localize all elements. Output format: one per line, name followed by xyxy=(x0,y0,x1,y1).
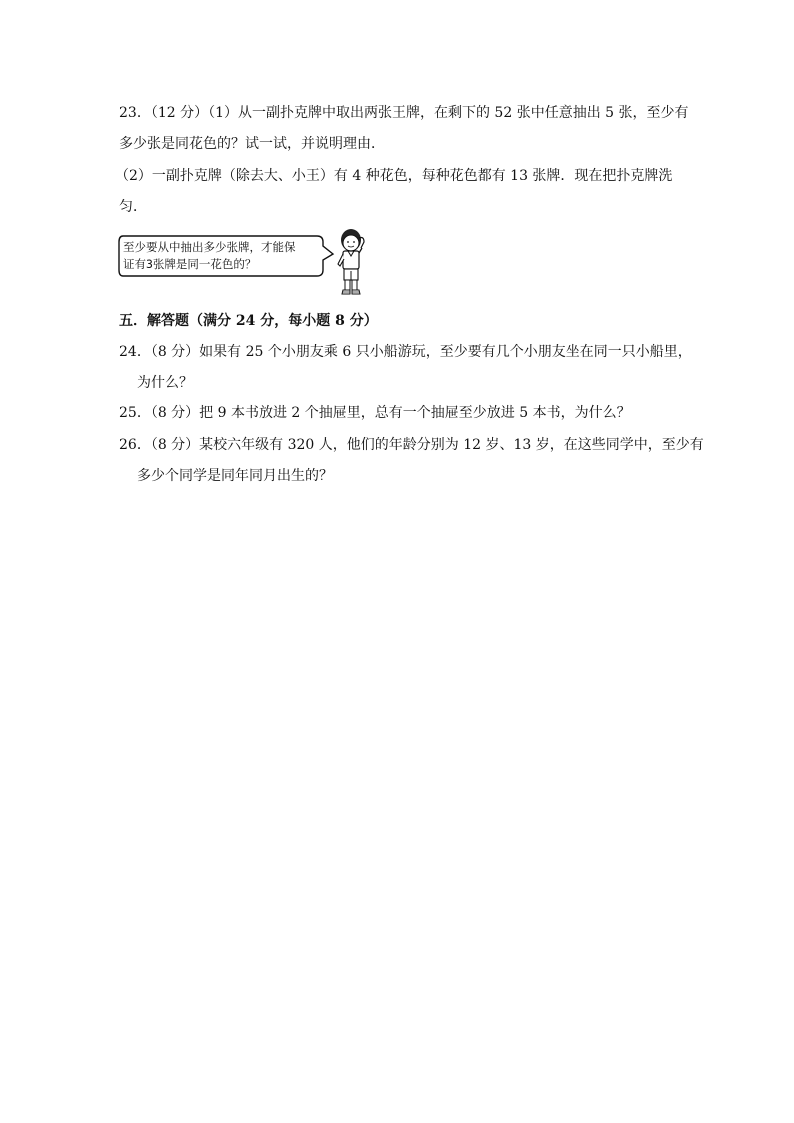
q26-line-2: 多少个同学是同年同月出生的？ xyxy=(137,468,333,484)
q23-line-2: 多少张是同花色的？试一试，并说明理由． xyxy=(119,136,385,152)
q24-line-1: 24．（8 分）如果有 25 个小朋友乘 6 只小船游玩，至少要有几个小朋友坐在同一只小船里， xyxy=(119,344,692,360)
student-figure-icon xyxy=(331,226,371,298)
q23-line-1: 23．（12 分）（1）从一副扑克牌中取出两张王牌，在剩下的 52 张中任意抽出 5 张，至少有 xyxy=(119,105,689,121)
q24-line-2: 为什么？ xyxy=(137,375,193,391)
q23-line-4: 匀． xyxy=(119,199,147,215)
q26-line-1: 26．（8 分）某校六年级有 320 人，他们的年龄分别为 12 岁、13 岁，在这些同学中，至少有 xyxy=(119,437,704,453)
bubble-line-1: 至少要从中抽出多少张牌，才能保 xyxy=(123,240,296,254)
q23-line-3: （2）一副扑克牌（除去大、小王）有 4 种花色，每种花色都有 13 张牌．现在把扑克牌洗 xyxy=(115,168,673,184)
q23-illustration xyxy=(117,224,377,300)
bubble-line-2: 证有3张牌是同一花色的？ xyxy=(123,257,257,271)
speech-bubble-text xyxy=(117,236,329,276)
section-5-heading: 五．解答题（满分 24 分，每小题 8 分） xyxy=(119,313,378,329)
q25-line-1: 25．（8 分）把 9 本书放进 2 个抽屉里，总有一个抽屉至少放进 5 本书，为什么？ xyxy=(119,405,631,421)
